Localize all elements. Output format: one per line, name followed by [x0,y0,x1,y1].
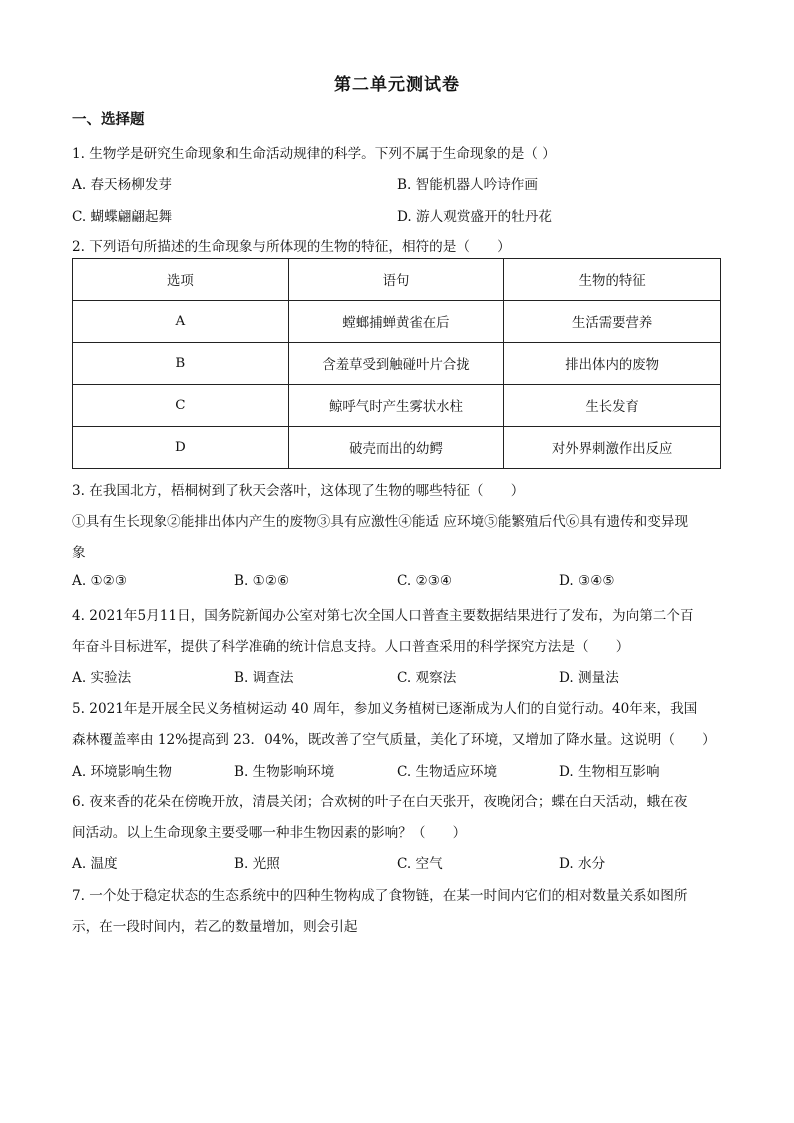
table-row [73,301,721,343]
q4-option-b: B. 调查法 [234,670,294,686]
q1-option-c: C. 蝴蝶翩翩起舞 [72,209,173,225]
q4-option-a: A. 实验法 [72,670,132,686]
q5-option-a: A. 环境影响生物 [72,764,173,780]
q2-table [72,258,721,469]
q7-stem-line2: 示，在一段时间内，若乙的数量增加，则会引起 [72,919,358,935]
page-title: 第二单元测试卷 [334,75,460,95]
q6-stem-line1: 6. 夜来香的花朵在傍晚开放，清晨关闭；合欢树的叶子在白天张开，夜晚闭合；蝶在白天活动，蛾在夜 [72,794,688,810]
table-header-row [73,259,721,301]
q6-option-b: B. 光照 [234,856,280,872]
q5-stem-line2: 森林覆盖率由 12%提高到 23．04%，既改善了空气质量，美化了环境，又增加了降水量。这说明（ ） [72,732,716,748]
table-cell: C [73,385,289,427]
q4-stem-line1: 4. 2021年5月11日，国务院新闻办公室对第七次全国人口普查主要数据结果进行了发布，为向第二个百 [72,608,694,624]
q3-option-d: D. ③④⑤ [559,573,615,589]
table-row [73,427,721,469]
table-cell: D [73,427,289,469]
q1-stem: 1. 生物学是研究生命现象和生命活动规律的科学。下列不属于生命现象的是（ ） [72,146,556,162]
table-cell: 生活需要营养 [504,301,721,343]
table-header-cell: 生物的特征 [504,259,721,301]
table-cell: 生长发育 [504,385,721,427]
q5-option-b: B. 生物影响环境 [234,764,335,780]
q3-option-a: A. ①②③ [72,573,128,589]
q6-option-c: C. 空气 [397,856,443,872]
q6-option-d: D. 水分 [559,856,606,872]
table-row [73,385,721,427]
q6-option-a: A. 温度 [72,856,118,872]
table-cell: B [73,343,289,385]
q1-option-d: D. 游人观赏盛开的牡丹花 [397,209,552,225]
table-cell: 含羞草受到触碰叶片合拢 [288,343,504,385]
q1-option-a: A. 春天杨柳发芽 [72,177,173,193]
q3-stem: 3. 在我国北方，梧桐树到了秋天会落叶，这体现了生物的哪些特征（ ） [72,483,525,499]
q3-option-c: C. ②③④ [397,573,453,589]
section-heading: 一、选择题 [72,111,145,128]
q3-statements-cont: 象 [72,545,86,561]
q5-stem-line1: 5. 2021年是开展全民义务植树运动 40 周年，参加义务植树已逐渐成为人们的自觉行动。40年来，我国 [72,701,698,717]
table-cell: 排出体内的废物 [504,343,721,385]
q2-stem: 2. 下列语句所描述的生命现象与所体现的生物的特征，相符的是（ ） [72,239,511,255]
q5-option-d: D. 生物相互影响 [559,764,660,780]
q5-option-c: C. 生物适应环境 [397,764,498,780]
table-header-cell: 语句 [288,259,504,301]
q4-stem-line2: 年奋斗目标进军，提供了科学准确的统计信息支持。人口普查采用的科学探究方法是（ ） [72,639,630,655]
q4-option-c: C. 观察法 [397,670,457,686]
q7-stem-line1: 7. 一个处于稳定状态的生态系统中的四种生物构成了食物链，在某一时间内它们的相对数量关系如图所 [72,888,688,904]
q3-option-b: B. ①②⑥ [234,573,290,589]
table-cell: 螳螂捕蝉黄雀在后 [288,301,504,343]
table-header-cell: 选项 [73,259,289,301]
q3-statements: ①具有生长现象②能排出体内产生的废物③具有应激性④能适 应环境⑤能繁殖后代⑥具有遗传和变异现 [72,514,689,530]
table-cell: 破壳而出的幼鳄 [288,427,504,469]
table-row [73,343,721,385]
q1-option-b: B. 智能机器人吟诗作画 [397,177,538,193]
q6-stem-line2: 间活动。以上生命现象主要受哪一种非生物因素的影响？（ ） [72,825,467,841]
table-cell: 对外界刺激作出反应 [504,427,721,469]
q4-option-d: D. 测量法 [559,670,619,686]
table-cell: 鲸呼气时产生雾状水柱 [288,385,504,427]
table-cell: A [73,301,289,343]
